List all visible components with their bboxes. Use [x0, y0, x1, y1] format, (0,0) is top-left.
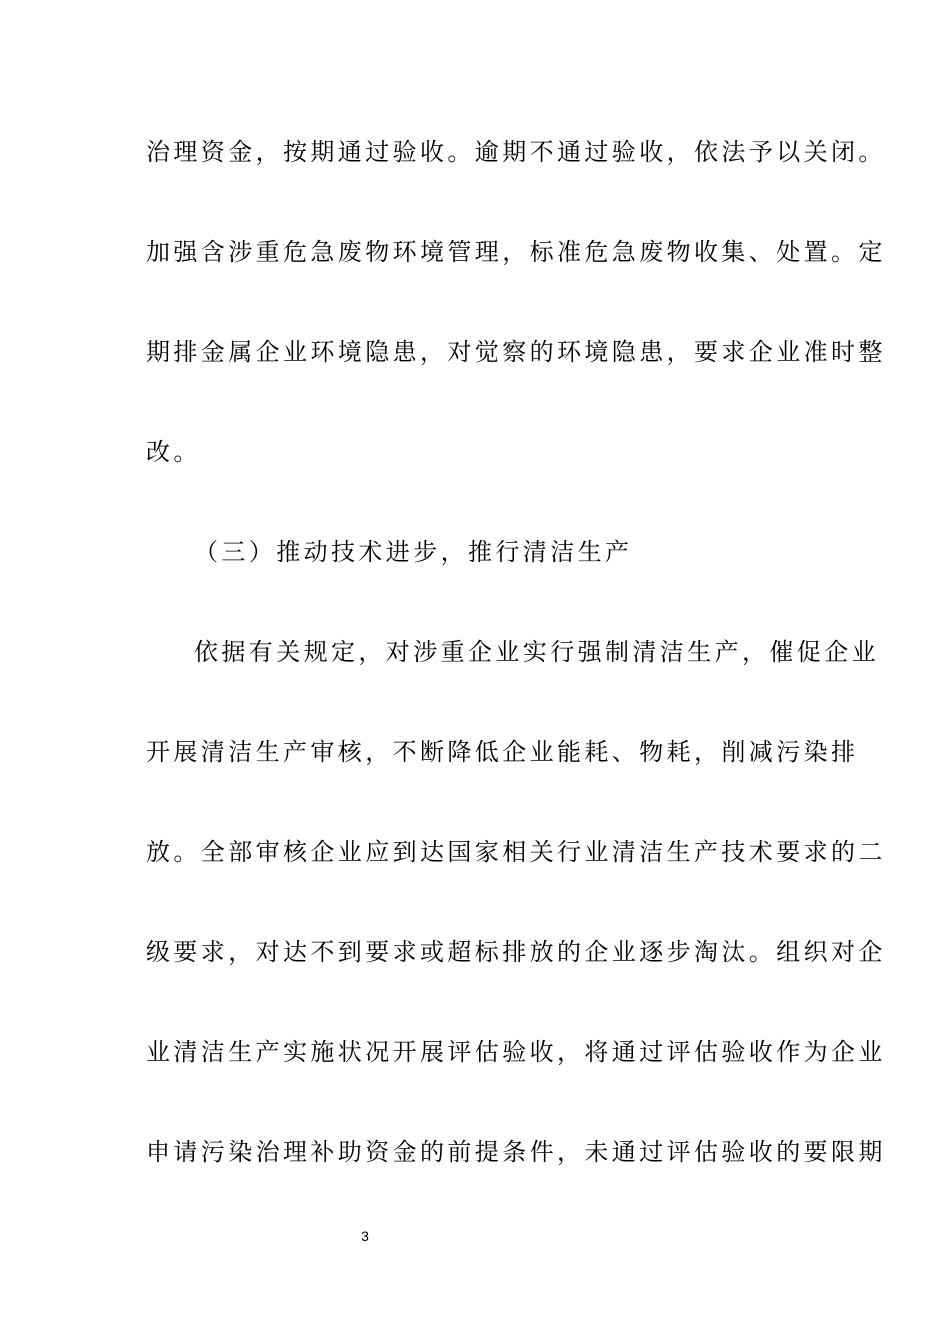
text-line-4: 改。 — [146, 438, 201, 466]
text-line-9: 级要求，对达不到要求或超标排放的企业逐步淘汰。组织对企 — [146, 938, 886, 966]
text-line-6: 依据有关规定，对涉重企业实行强制清洁生产，催促企业 — [194, 638, 879, 666]
text-line-10: 业清洁生产实施状况开展评估验收，将通过评估验收作为企业 — [146, 1038, 886, 1066]
text-line-2: 加强含涉重危急废物环境管理，标准危急废物收集、处置。定 — [146, 238, 886, 266]
text-line-11: 申请污染治理补助资金的前提条件，未通过评估验收的要限期 — [146, 1138, 886, 1166]
page-number: 3 — [361, 1228, 369, 1244]
text-line-1: 治理资金，按期通过验收。逾期不通过验收，依法予以关闭。 — [146, 138, 886, 166]
text-line-7: 开展清洁生产审核，不断降低企业能耗、物耗，削减污染排 — [146, 738, 859, 766]
section-heading: （三）推动技术进步，推行清洁生产 — [194, 538, 633, 566]
text-line-8: 放。全部审核企业应到达国家相关行业清洁生产技术要求的二 — [146, 838, 886, 866]
text-line-3: 期排金属企业环境隐患，对觉察的环境隐患，要求企业准时整 — [146, 338, 886, 366]
